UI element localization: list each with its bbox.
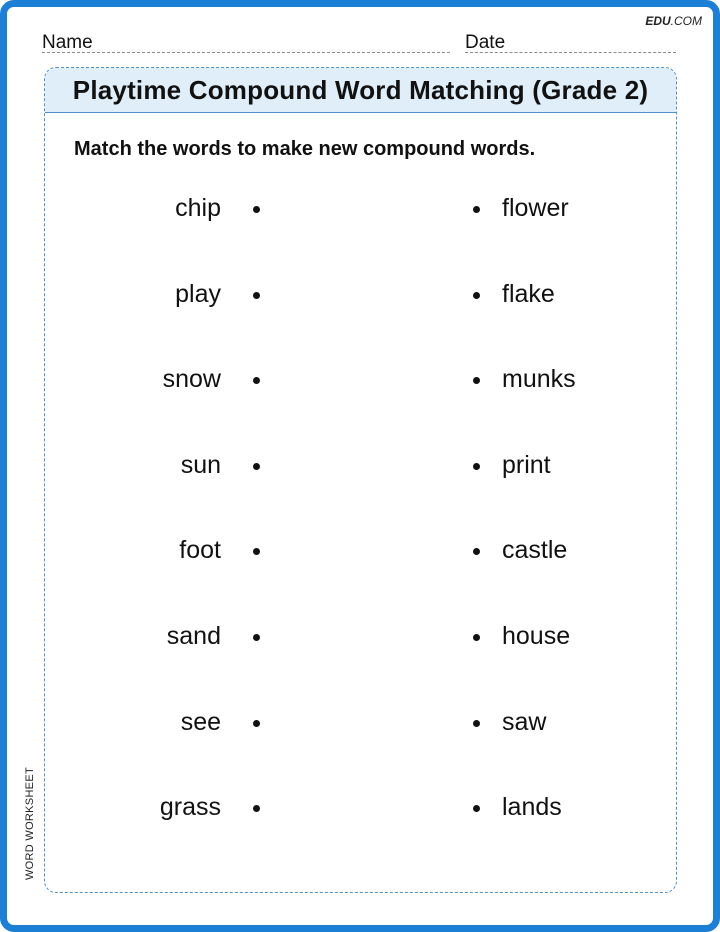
match-row: [45, 188, 676, 274]
title-banner: [45, 68, 676, 113]
match-row: [45, 787, 676, 873]
left-match-dot[interactable]: [253, 720, 260, 727]
right-match-dot[interactable]: [473, 292, 480, 299]
header-row: [42, 32, 676, 54]
left-word: grass: [159, 793, 221, 822]
left-word: foot: [179, 536, 221, 565]
worksheet-title: Playtime Compound Word Matching (Grade 2): [72, 74, 649, 105]
name-label: Name: [42, 32, 93, 53]
brand-logo: [645, 14, 702, 28]
right-match-dot[interactable]: [473, 720, 480, 727]
left-word: chip: [175, 194, 221, 222]
brand-logo-part2: .COM: [670, 14, 702, 28]
right-match-dot[interactable]: [473, 377, 480, 384]
right-match-dot[interactable]: [473, 805, 480, 812]
worksheet-panel: [44, 67, 677, 893]
match-row: [45, 530, 676, 616]
left-match-dot[interactable]: [253, 463, 260, 470]
left-word: snow: [162, 365, 221, 394]
left-word: play: [175, 279, 221, 308]
left-match-dot[interactable]: [253, 634, 260, 641]
right-word: flower: [502, 194, 569, 222]
right-match-dot[interactable]: [473, 206, 480, 213]
match-row: [45, 359, 676, 445]
right-word: print: [502, 450, 551, 479]
right-word: castle: [502, 536, 568, 565]
right-match-dot[interactable]: [473, 463, 480, 470]
left-match-dot[interactable]: [253, 377, 260, 384]
date-label: Date: [465, 32, 506, 53]
match-row: [45, 445, 676, 531]
right-match-dot[interactable]: [473, 634, 480, 641]
right-word: munks: [502, 365, 576, 394]
match-row: [45, 616, 676, 702]
left-match-dot[interactable]: [253, 206, 260, 213]
instructions: Match the words to make new compound words.: [74, 138, 536, 160]
right-word: house: [502, 621, 571, 650]
side-label: WORD WORKSHEET: [24, 767, 36, 880]
right-word: saw: [502, 707, 547, 736]
left-match-dot[interactable]: [253, 805, 260, 812]
matching-rows: [45, 188, 676, 873]
left-match-dot[interactable]: [253, 292, 260, 299]
match-row: [45, 702, 676, 788]
right-match-dot[interactable]: [473, 548, 480, 555]
name-field[interactable]: [42, 52, 450, 53]
left-word: sand: [166, 621, 221, 650]
brand-logo-part1: EDU: [645, 14, 671, 28]
left-word: see: [180, 707, 221, 736]
left-word: sun: [180, 450, 221, 479]
left-match-dot[interactable]: [253, 548, 260, 555]
match-row: [45, 274, 676, 360]
date-field[interactable]: [465, 52, 676, 53]
right-word: flake: [502, 279, 555, 308]
right-word: lands: [502, 793, 562, 822]
